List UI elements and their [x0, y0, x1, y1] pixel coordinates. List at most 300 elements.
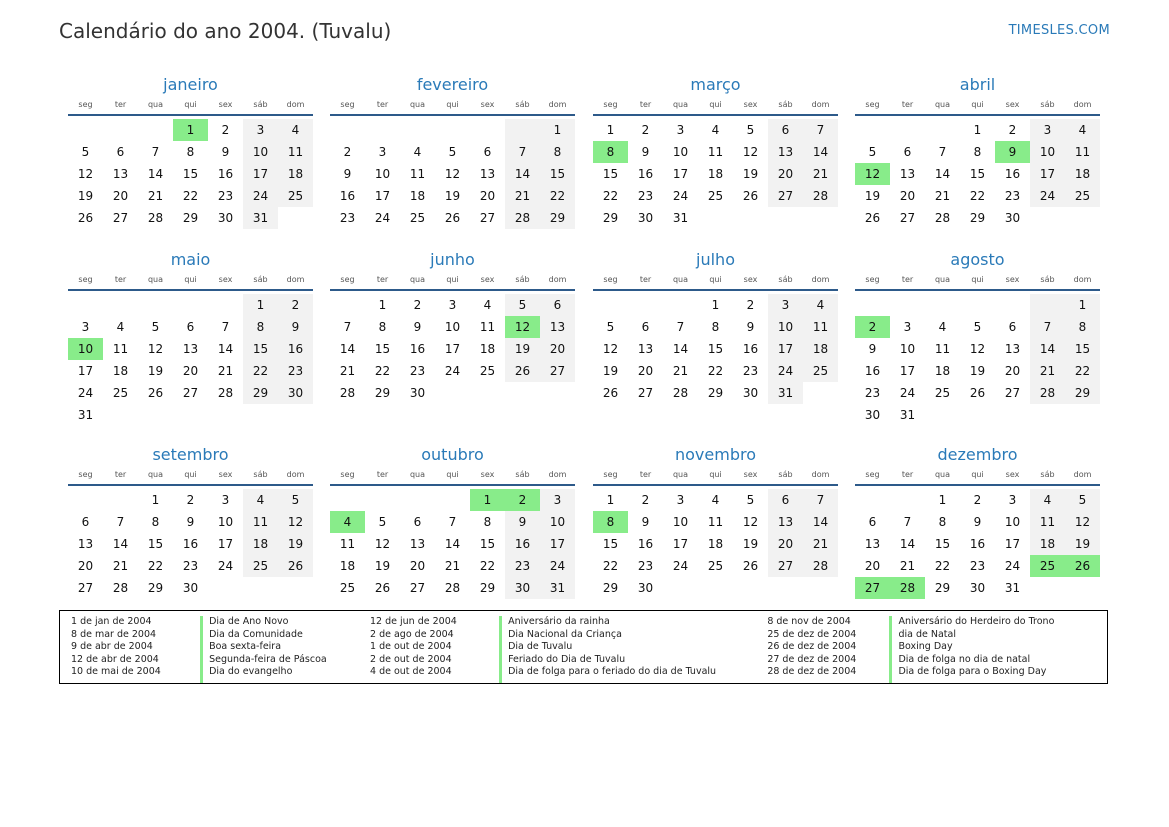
day-cell[interactable]: 13 — [479, 167, 496, 181]
day-cell[interactable]: 25 — [409, 211, 426, 225]
day-cell[interactable]: 19 — [147, 364, 164, 378]
day-cell[interactable]: 18 — [243, 533, 278, 555]
day-cell[interactable]: 19 — [742, 167, 759, 181]
day-cell[interactable]: 16 — [217, 167, 234, 181]
day-cell[interactable]: 28 — [890, 577, 925, 599]
day-cell[interactable]: 3 — [243, 119, 278, 141]
day-cell[interactable]: 25 — [112, 386, 129, 400]
day-cell[interactable]: 17 — [672, 537, 689, 551]
day-cell[interactable]: 11 — [1065, 141, 1100, 163]
day-cell[interactable]: 5 — [505, 294, 540, 316]
day-cell[interactable]: 24 — [374, 211, 391, 225]
day-cell[interactable]: 18 — [934, 364, 951, 378]
day-cell[interactable]: 15 — [602, 537, 619, 551]
day-cell[interactable]: 4 — [711, 123, 720, 137]
day-cell[interactable]: 10 — [899, 342, 916, 356]
day-cell[interactable]: 7 — [448, 515, 457, 529]
day-cell[interactable]: 15 — [147, 537, 164, 551]
day-cell[interactable]: 10 — [540, 511, 575, 533]
day-cell[interactable]: 15 — [969, 167, 986, 181]
day-cell[interactable]: 26 — [77, 211, 94, 225]
day-cell[interactable]: 21 — [803, 163, 838, 185]
day-cell[interactable]: 18 — [803, 338, 838, 360]
day-cell[interactable]: 27 — [899, 211, 916, 225]
day-cell[interactable]: 8 — [151, 515, 160, 529]
day-cell[interactable]: 24 — [77, 386, 94, 400]
day-cell[interactable]: 17 — [77, 364, 94, 378]
day-cell[interactable]: 25 — [1065, 185, 1100, 207]
day-cell[interactable]: 4 — [938, 320, 947, 334]
day-cell[interactable]: 12 — [742, 515, 759, 529]
day-cell[interactable]: 5 — [606, 320, 615, 334]
day-cell[interactable]: 18 — [278, 163, 313, 185]
day-cell[interactable]: 1 — [173, 119, 208, 141]
day-cell[interactable]: 27 — [768, 185, 803, 207]
day-cell[interactable]: 16 — [339, 189, 356, 203]
day-cell[interactable]: 4 — [803, 294, 838, 316]
day-cell[interactable]: 13 — [864, 537, 881, 551]
day-cell[interactable]: 8 — [711, 320, 720, 334]
day-cell[interactable]: 4 — [413, 145, 422, 159]
day-cell[interactable]: 25 — [479, 364, 496, 378]
day-cell[interactable]: 26 — [444, 211, 461, 225]
day-cell[interactable]: 2 — [641, 493, 650, 507]
day-cell[interactable]: 30 — [969, 581, 986, 595]
day-cell[interactable]: 21 — [803, 533, 838, 555]
day-cell[interactable]: 31 — [768, 382, 803, 404]
day-cell[interactable]: 16 — [637, 167, 654, 181]
day-cell[interactable]: 2 — [221, 123, 230, 137]
day-cell[interactable]: 4 — [1065, 119, 1100, 141]
day-cell[interactable]: 16 — [182, 537, 199, 551]
day-cell[interactable]: 24 — [1004, 559, 1021, 573]
day-cell[interactable]: 18 — [479, 342, 496, 356]
day-cell[interactable]: 4 — [330, 511, 365, 533]
day-cell[interactable]: 19 — [374, 559, 391, 573]
day-cell[interactable]: 28 — [112, 581, 129, 595]
day-cell[interactable]: 8 — [243, 316, 278, 338]
day-cell[interactable]: 21 — [672, 364, 689, 378]
day-cell[interactable]: 23 — [969, 559, 986, 573]
day-cell[interactable]: 22 — [1065, 360, 1100, 382]
day-cell[interactable]: 28 — [803, 185, 838, 207]
day-cell[interactable]: 9 — [186, 515, 195, 529]
day-cell[interactable]: 6 — [768, 489, 803, 511]
day-cell[interactable]: 7 — [903, 515, 912, 529]
day-cell[interactable]: 28 — [217, 386, 234, 400]
day-cell[interactable]: 1 — [711, 298, 720, 312]
day-cell[interactable]: 13 — [768, 511, 803, 533]
day-cell[interactable]: 16 — [505, 533, 540, 555]
day-cell[interactable]: 24 — [768, 360, 803, 382]
day-cell[interactable]: 26 — [602, 386, 619, 400]
day-cell[interactable]: 11 — [934, 342, 951, 356]
day-cell[interactable]: 23 — [637, 559, 654, 573]
day-cell[interactable]: 12 — [444, 167, 461, 181]
day-cell[interactable]: 19 — [864, 189, 881, 203]
day-cell[interactable]: 27 — [479, 211, 496, 225]
day-cell[interactable]: 16 — [278, 338, 313, 360]
day-cell[interactable]: 9 — [505, 511, 540, 533]
day-cell[interactable]: 17 — [899, 364, 916, 378]
day-cell[interactable]: 24 — [672, 189, 689, 203]
day-cell[interactable]: 7 — [151, 145, 160, 159]
day-cell[interactable]: 22 — [602, 559, 619, 573]
day-cell[interactable]: 17 — [672, 167, 689, 181]
day-cell[interactable]: 19 — [742, 537, 759, 551]
day-cell[interactable]: 21 — [112, 559, 129, 573]
day-cell[interactable]: 6 — [483, 145, 492, 159]
day-cell[interactable]: 9 — [746, 320, 755, 334]
day-cell[interactable]: 21 — [147, 189, 164, 203]
day-cell[interactable]: 14 — [899, 537, 916, 551]
day-cell[interactable]: 11 — [803, 316, 838, 338]
day-cell[interactable]: 10 — [1004, 515, 1021, 529]
day-cell[interactable]: 20 — [864, 559, 881, 573]
day-cell[interactable]: 3 — [1008, 493, 1017, 507]
day-cell[interactable]: 20 — [77, 559, 94, 573]
day-cell[interactable]: 10 — [672, 145, 689, 159]
day-cell[interactable]: 25 — [707, 559, 724, 573]
day-cell[interactable]: 4 — [278, 119, 313, 141]
day-cell[interactable]: 11 — [243, 511, 278, 533]
day-cell[interactable]: 20 — [182, 364, 199, 378]
day-cell[interactable]: 22 — [934, 559, 951, 573]
day-cell[interactable]: 4 — [1030, 489, 1065, 511]
day-cell[interactable]: 15 — [540, 163, 575, 185]
day-cell[interactable]: 12 — [742, 145, 759, 159]
day-cell[interactable]: 8 — [593, 141, 628, 163]
day-cell[interactable]: 29 — [147, 581, 164, 595]
day-cell[interactable]: 17 — [444, 342, 461, 356]
day-cell[interactable]: 19 — [602, 364, 619, 378]
day-cell[interactable]: 23 — [505, 555, 540, 577]
day-cell[interactable]: 15 — [602, 167, 619, 181]
day-cell[interactable]: 7 — [221, 320, 230, 334]
day-cell[interactable]: 16 — [864, 364, 881, 378]
day-cell[interactable]: 18 — [339, 559, 356, 573]
day-cell[interactable]: 12 — [77, 167, 94, 181]
day-cell[interactable]: 22 — [969, 189, 986, 203]
day-cell[interactable]: 29 — [243, 382, 278, 404]
day-cell[interactable]: 28 — [1030, 382, 1065, 404]
day-cell[interactable]: 1 — [540, 119, 575, 141]
day-cell[interactable]: 25 — [707, 189, 724, 203]
day-cell[interactable]: 29 — [602, 581, 619, 595]
day-cell[interactable]: 23 — [217, 189, 234, 203]
day-cell[interactable]: 27 — [77, 581, 94, 595]
day-cell[interactable]: 17 — [1030, 163, 1065, 185]
day-cell[interactable]: 5 — [868, 145, 877, 159]
day-cell[interactable]: 14 — [672, 342, 689, 356]
day-cell[interactable]: 9 — [641, 145, 650, 159]
day-cell[interactable]: 23 — [278, 360, 313, 382]
day-cell[interactable]: 5 — [278, 489, 313, 511]
day-cell[interactable]: 1 — [470, 489, 505, 511]
day-cell[interactable]: 26 — [505, 360, 540, 382]
day-cell[interactable]: 16 — [742, 342, 759, 356]
day-cell[interactable]: 26 — [742, 559, 759, 573]
day-cell[interactable]: 20 — [768, 163, 803, 185]
day-cell[interactable]: 22 — [479, 559, 496, 573]
day-cell[interactable]: 19 — [278, 533, 313, 555]
day-cell[interactable]: 12 — [374, 537, 391, 551]
day-cell[interactable]: 5 — [973, 320, 982, 334]
day-cell[interactable]: 8 — [938, 515, 947, 529]
day-cell[interactable]: 24 — [444, 364, 461, 378]
day-cell[interactable]: 1 — [973, 123, 982, 137]
day-cell[interactable]: 29 — [969, 211, 986, 225]
day-cell[interactable]: 11 — [339, 537, 356, 551]
day-cell[interactable]: 30 — [217, 211, 234, 225]
day-cell[interactable]: 23 — [182, 559, 199, 573]
day-cell[interactable]: 1 — [606, 123, 615, 137]
day-cell[interactable]: 12 — [855, 163, 890, 185]
day-cell[interactable]: 24 — [1030, 185, 1065, 207]
day-cell[interactable]: 30 — [278, 382, 313, 404]
day-cell[interactable]: 3 — [378, 145, 387, 159]
day-cell[interactable]: 22 — [540, 185, 575, 207]
day-cell[interactable]: 29 — [540, 207, 575, 229]
day-cell[interactable]: 20 — [1004, 364, 1021, 378]
day-cell[interactable]: 2 — [641, 123, 650, 137]
day-cell[interactable]: 28 — [672, 386, 689, 400]
day-cell[interactable]: 31 — [540, 577, 575, 599]
day-cell[interactable]: 23 — [742, 364, 759, 378]
day-cell[interactable]: 2 — [1008, 123, 1017, 137]
day-cell[interactable]: 1 — [938, 493, 947, 507]
day-cell[interactable]: 26 — [1065, 555, 1100, 577]
day-cell[interactable]: 2 — [413, 298, 422, 312]
day-cell[interactable]: 29 — [374, 386, 391, 400]
day-cell[interactable]: 14 — [112, 537, 129, 551]
day-cell[interactable]: 4 — [711, 493, 720, 507]
day-cell[interactable]: 22 — [243, 360, 278, 382]
day-cell[interactable]: 15 — [374, 342, 391, 356]
day-cell[interactable]: 8 — [378, 320, 387, 334]
day-cell[interactable]: 22 — [707, 364, 724, 378]
day-cell[interactable]: 10 — [1030, 141, 1065, 163]
day-cell[interactable]: 16 — [1004, 167, 1021, 181]
day-cell[interactable]: 6 — [903, 145, 912, 159]
day-cell[interactable]: 23 — [339, 211, 356, 225]
day-cell[interactable]: 15 — [182, 167, 199, 181]
day-cell[interactable]: 3 — [676, 123, 685, 137]
day-cell[interactable]: 3 — [1030, 119, 1065, 141]
day-cell[interactable]: 7 — [1030, 316, 1065, 338]
day-cell[interactable]: 18 — [707, 537, 724, 551]
day-cell[interactable]: 11 — [278, 141, 313, 163]
day-cell[interactable]: 28 — [803, 555, 838, 577]
day-cell[interactable]: 26 — [969, 386, 986, 400]
day-cell[interactable]: 10 — [768, 316, 803, 338]
day-cell[interactable]: 30 — [182, 581, 199, 595]
day-cell[interactable]: 17 — [217, 537, 234, 551]
day-cell[interactable]: 14 — [147, 167, 164, 181]
day-cell[interactable]: 26 — [147, 386, 164, 400]
day-cell[interactable]: 29 — [479, 581, 496, 595]
day-cell[interactable]: 23 — [637, 189, 654, 203]
day-cell[interactable]: 20 — [479, 189, 496, 203]
day-cell[interactable]: 20 — [899, 189, 916, 203]
day-cell[interactable]: 4 — [243, 489, 278, 511]
day-cell[interactable]: 25 — [1030, 555, 1065, 577]
day-cell[interactable]: 7 — [938, 145, 947, 159]
day-cell[interactable]: 10 — [68, 338, 103, 360]
day-cell[interactable]: 11 — [112, 342, 129, 356]
day-cell[interactable]: 14 — [1030, 338, 1065, 360]
day-cell[interactable]: 13 — [768, 141, 803, 163]
day-cell[interactable]: 7 — [676, 320, 685, 334]
day-cell[interactable]: 10 — [374, 167, 391, 181]
day-cell[interactable]: 23 — [409, 364, 426, 378]
day-cell[interactable]: 5 — [746, 123, 755, 137]
day-cell[interactable]: 26 — [864, 211, 881, 225]
day-cell[interactable]: 22 — [147, 559, 164, 573]
day-cell[interactable]: 19 — [505, 338, 540, 360]
day-cell[interactable]: 16 — [637, 537, 654, 551]
day-cell[interactable]: 15 — [1065, 338, 1100, 360]
day-cell[interactable]: 13 — [1004, 342, 1021, 356]
day-cell[interactable]: 12 — [505, 316, 540, 338]
day-cell[interactable]: 15 — [934, 537, 951, 551]
day-cell[interactable]: 13 — [409, 537, 426, 551]
day-cell[interactable]: 11 — [707, 145, 724, 159]
day-cell[interactable]: 21 — [899, 559, 916, 573]
day-cell[interactable]: 10 — [217, 515, 234, 529]
day-cell[interactable]: 11 — [409, 167, 426, 181]
day-cell[interactable]: 25 — [803, 360, 838, 382]
day-cell[interactable]: 7 — [803, 119, 838, 141]
day-cell[interactable]: 9 — [641, 515, 650, 529]
day-cell[interactable]: 13 — [540, 316, 575, 338]
day-cell[interactable]: 31 — [77, 408, 94, 422]
day-cell[interactable]: 3 — [768, 294, 803, 316]
day-cell[interactable]: 19 — [444, 189, 461, 203]
day-cell[interactable]: 22 — [374, 364, 391, 378]
day-cell[interactable]: 21 — [444, 559, 461, 573]
day-cell[interactable]: 3 — [81, 320, 90, 334]
day-cell[interactable]: 21 — [934, 189, 951, 203]
day-cell[interactable]: 31 — [672, 211, 689, 225]
day-cell[interactable]: 13 — [112, 167, 129, 181]
day-cell[interactable]: 2 — [973, 493, 982, 507]
day-cell[interactable]: 10 — [444, 320, 461, 334]
day-cell[interactable]: 9 — [973, 515, 982, 529]
day-cell[interactable]: 20 — [540, 338, 575, 360]
day-cell[interactable]: 11 — [1030, 511, 1065, 533]
day-cell[interactable]: 7 — [116, 515, 125, 529]
day-cell[interactable]: 30 — [637, 581, 654, 595]
day-cell[interactable]: 18 — [409, 189, 426, 203]
site-link[interactable]: TIMESLES.COM — [1008, 23, 1110, 38]
day-cell[interactable]: 20 — [112, 189, 129, 203]
day-cell[interactable]: 29 — [1065, 382, 1100, 404]
day-cell[interactable]: 8 — [186, 145, 195, 159]
day-cell[interactable]: 6 — [186, 320, 195, 334]
day-cell[interactable]: 12 — [1065, 511, 1100, 533]
day-cell[interactable]: 19 — [1065, 533, 1100, 555]
day-cell[interactable]: 6 — [116, 145, 125, 159]
day-cell[interactable]: 22 — [602, 189, 619, 203]
day-cell[interactable]: 18 — [1030, 533, 1065, 555]
day-cell[interactable]: 23 — [1004, 189, 1021, 203]
day-cell[interactable]: 7 — [803, 489, 838, 511]
day-cell[interactable]: 6 — [641, 320, 650, 334]
day-cell[interactable]: 14 — [217, 342, 234, 356]
day-cell[interactable]: 13 — [637, 342, 654, 356]
day-cell[interactable]: 21 — [217, 364, 234, 378]
day-cell[interactable]: 17 — [768, 338, 803, 360]
day-cell[interactable]: 27 — [1004, 386, 1021, 400]
day-cell[interactable]: 20 — [768, 533, 803, 555]
day-cell[interactable]: 18 — [1065, 163, 1100, 185]
day-cell[interactable]: 16 — [969, 537, 986, 551]
day-cell[interactable]: 18 — [112, 364, 129, 378]
day-cell[interactable]: 1 — [1065, 294, 1100, 316]
day-cell[interactable]: 28 — [147, 211, 164, 225]
day-cell[interactable]: 6 — [868, 515, 877, 529]
day-cell[interactable]: 8 — [973, 145, 982, 159]
day-cell[interactable]: 12 — [278, 511, 313, 533]
day-cell[interactable]: 14 — [803, 141, 838, 163]
day-cell[interactable]: 2 — [186, 493, 195, 507]
day-cell[interactable]: 27 — [637, 386, 654, 400]
day-cell[interactable]: 31 — [1004, 581, 1021, 595]
day-cell[interactable]: 10 — [672, 515, 689, 529]
day-cell[interactable]: 17 — [1004, 537, 1021, 551]
day-cell[interactable]: 24 — [243, 185, 278, 207]
day-cell[interactable]: 13 — [77, 537, 94, 551]
day-cell[interactable]: 12 — [969, 342, 986, 356]
day-cell[interactable]: 29 — [707, 386, 724, 400]
day-cell[interactable]: 8 — [593, 511, 628, 533]
day-cell[interactable]: 8 — [483, 515, 492, 529]
day-cell[interactable]: 30 — [742, 386, 759, 400]
day-cell[interactable]: 20 — [409, 559, 426, 573]
day-cell[interactable]: 9 — [868, 342, 877, 356]
day-cell[interactable]: 25 — [243, 555, 278, 577]
day-cell[interactable]: 19 — [969, 364, 986, 378]
day-cell[interactable]: 1 — [243, 294, 278, 316]
day-cell[interactable]: 22 — [182, 189, 199, 203]
day-cell[interactable]: 3 — [903, 320, 912, 334]
day-cell[interactable]: 24 — [217, 559, 234, 573]
day-cell[interactable]: 18 — [707, 167, 724, 181]
day-cell[interactable]: 9 — [221, 145, 230, 159]
day-cell[interactable]: 14 — [444, 537, 461, 551]
day-cell[interactable]: 30 — [864, 408, 881, 422]
day-cell[interactable]: 24 — [899, 386, 916, 400]
day-cell[interactable]: 11 — [479, 320, 496, 334]
day-cell[interactable]: 5 — [81, 145, 90, 159]
day-cell[interactable]: 6 — [81, 515, 90, 529]
day-cell[interactable]: 25 — [339, 581, 356, 595]
day-cell[interactable]: 20 — [637, 364, 654, 378]
day-cell[interactable]: 21 — [1030, 360, 1065, 382]
day-cell[interactable]: 17 — [243, 163, 278, 185]
day-cell[interactable]: 13 — [182, 342, 199, 356]
day-cell[interactable]: 3 — [221, 493, 230, 507]
day-cell[interactable]: 30 — [637, 211, 654, 225]
day-cell[interactable]: 5 — [448, 145, 457, 159]
day-cell[interactable]: 11 — [707, 515, 724, 529]
day-cell[interactable]: 28 — [505, 207, 540, 229]
day-cell[interactable]: 2 — [855, 316, 890, 338]
day-cell[interactable]: 9 — [995, 141, 1030, 163]
day-cell[interactable]: 8 — [1065, 316, 1100, 338]
day-cell[interactable]: 14 — [934, 167, 951, 181]
